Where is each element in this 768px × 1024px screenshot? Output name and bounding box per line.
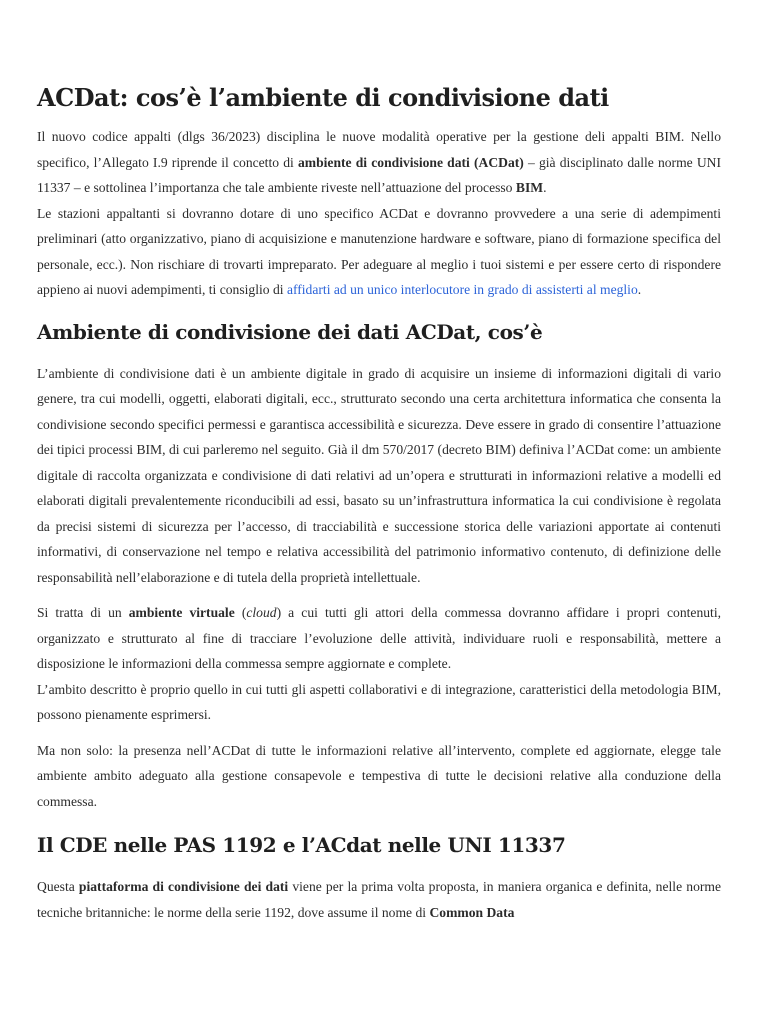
common-data-term: Common Data [429, 904, 515, 920]
bim-term: BIM [515, 180, 544, 195]
platform-term: piattaforma di condivisione dei dati [78, 879, 289, 894]
virtual-environment-paragraph: Si tratta di un ambiente virtuale (cloud) a cui tutti gli attori della commessa dovranno affidare i propri contenuti, organizzato e strutturato al fine di tracciare l’evoluzione delle attività, individuare ruoli e responsabilità, mettere a disposizione le informazioni della commessa sempre aggiornate e complete. [37, 605, 721, 671]
not-only-paragraph: Ma non solo: la presenza nell’ACDat di tutte le informazioni relative all’intervento, complete ed aggiornate, elegge tale ambiente ambito adeguato alla gestione consapevole e tempestiva di tutte le decisioni relative alla conduzione della commessa. [37, 742, 721, 809]
page-title: ACDat: cos’è l’ambiente di condivisione dati [37, 83, 609, 112]
intro-paragraph: Il nuovo codice appalti (dlgs 36/2023) disciplina le nuove modalità operative per la gestione deli appalti BIM. Nello specifico, l’Allegato I.9 riprende il concetto di ambiente di condivisione dati (ACDat) – già disciplinato dalle norme UNI 11337 – e sottolinea l’importanza che tale ambiente riveste nell’attuazione del processo BIM. [37, 129, 722, 195]
acdat-term: ambiente di condivisione dati (ACDat) [297, 154, 524, 170]
article [37, 80, 721, 925]
assistance-link[interactable]: affidarti ad un unico interlocutore in grado di assisterti al meglio [286, 282, 638, 297]
virtual-environment-term: ambiente virtuale [128, 605, 235, 620]
scope-paragraph: L’ambito descritto è proprio quello in cui tutti gli aspetti collaborativi e di integrazione, caratteristici della metodologia BIM, possono pienamente esprimersi. [37, 681, 721, 722]
platform-paragraph: Questa piattaforma di condivisione dei dati viene per la prima volta proposta, in maniera organica e definita, nelle norme tecniche britanniche: le norme della serie 1192, dove assume il nome di Common Data [37, 879, 721, 920]
intro-paragraph-2: Le stazioni appaltanti si dovranno dotare di uno specifico ACDat e dovranno provvedere a una serie di adempimenti preliminari (atto organizzativo, piano di acquisizione e manutenzione hardware e software, piano di formazione specifica del personale, ecc.). Non rischiare di trovarti impreparato. Per adeguare al meglio i tuoi sistemi e per essere certo di rispondere appieno ai nuovi adempimenti, ti consiglio di affidarti ad un unico interlocutore in grado di assisterti al meglio. [37, 205, 721, 297]
definition-paragraph: L’ambiente di condivisione dati è un ambiente digitale in grado di acquisire un insieme di informazioni digitali di vario genere, tra cui modelli, oggetti, elaborati digitali, ecc., strutturato secondo una certa architettura informatica che consenta la condivisione secondo specifici permessi e garantisca accessibilità e sicurezza. Deve essere in grado di consentire l’attuazione dei tipici processi BIM, di cui parleremo nel seguito. Già il dm 570/2017 (decreto BIM) definiva l’ACDat come: un ambiente digitale di raccolta organizzata e condivisione di dati relativi ad un’opera e strutturati in informazioni relative a modelli ed elaborati digitali prevalentemente riconducibili ad essi, basato su un’infrastruttura informatica la cui condivisione è regolata da precisi sistemi di sicurezza per l’accesso, di tracciabilità e successione storica delle variazioni apportate ai contenuti informativi, di conservazione nel tempo e relativa accessibilità del patrimonio informativo contenuto, di definizione delle responsabilità nell’elaborazione e di tutela della proprietà intellettuale. [37, 365, 721, 585]
cloud-term: cloud [246, 605, 277, 620]
section-heading-acdat: Ambiente di condivisione dei dati ACDat, cos’è [37, 319, 543, 344]
section-heading-cde: Il CDE nelle PAS 1192 e l’ACdat nelle UNI 11337 [37, 833, 566, 857]
